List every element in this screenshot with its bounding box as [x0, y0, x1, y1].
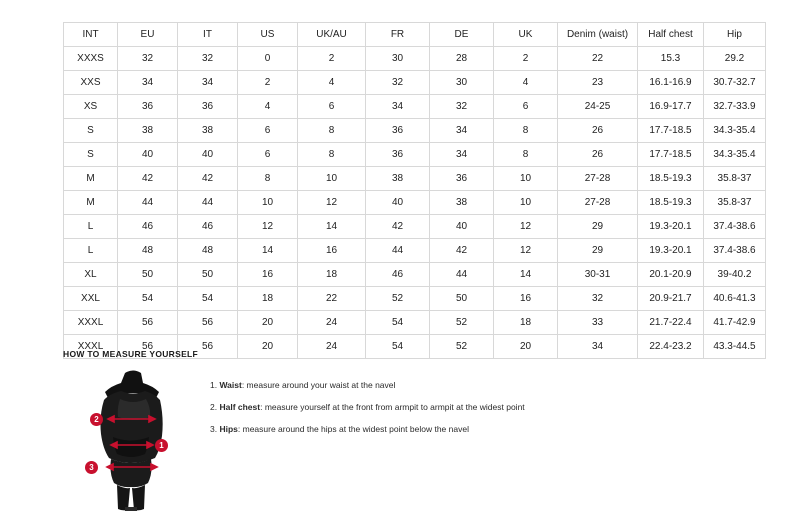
note-index: 1.	[210, 380, 218, 390]
cell-eu: 38	[118, 119, 178, 143]
cell-it: 32	[178, 47, 238, 71]
cell-denim-waist: 29	[558, 239, 638, 263]
measure-note-waist	[210, 379, 735, 391]
cell-half-chest: 20.1-20.9	[638, 263, 704, 287]
cell-hip: 40.6-41.3	[704, 287, 766, 311]
column-header-hip: Hip	[704, 23, 766, 47]
cell-hip: 43.3-44.5	[704, 335, 766, 359]
cell-de: 30	[430, 71, 494, 95]
cell-de: 40	[430, 215, 494, 239]
cell-us: 6	[238, 119, 298, 143]
cell-fr: 38	[366, 167, 430, 191]
cell-uk: 10	[494, 167, 558, 191]
cell-us: 20	[238, 335, 298, 359]
cell-uk: 8	[494, 119, 558, 143]
table-row	[64, 95, 766, 119]
cell-us: 14	[238, 239, 298, 263]
cell-us: 18	[238, 287, 298, 311]
cell-de: 44	[430, 263, 494, 287]
note-index: 2.	[210, 402, 218, 412]
cell-us: 20	[238, 311, 298, 335]
table-header-row	[64, 23, 766, 47]
cell-int: L	[64, 215, 118, 239]
cell-int: XXXL	[64, 311, 118, 335]
table-row	[64, 239, 766, 263]
cell-denim-waist: 23	[558, 71, 638, 95]
cell-de: 28	[430, 47, 494, 71]
cell-half-chest: 15.3	[638, 47, 704, 71]
table-row	[64, 119, 766, 143]
cell-int: XL	[64, 263, 118, 287]
cell-uk-au: 14	[298, 215, 366, 239]
cell-uk: 20	[494, 335, 558, 359]
column-header-fr: FR	[366, 23, 430, 47]
cell-denim-waist: 24-25	[558, 95, 638, 119]
cell-us: 12	[238, 215, 298, 239]
cell-eu: 44	[118, 191, 178, 215]
cell-de: 34	[430, 143, 494, 167]
cell-hip: 29.2	[704, 47, 766, 71]
table-row	[64, 143, 766, 167]
column-header-half-chest: Half chest	[638, 23, 704, 47]
badge-waist: 1	[155, 439, 168, 452]
cell-it: 56	[178, 335, 238, 359]
cell-eu: 48	[118, 239, 178, 263]
table-body	[64, 47, 766, 359]
cell-it: 50	[178, 263, 238, 287]
cell-uk: 12	[494, 239, 558, 263]
cell-uk-au: 2	[298, 47, 366, 71]
measure-note-half-chest	[210, 401, 735, 413]
cell-fr: 30	[366, 47, 430, 71]
note-term: Waist	[219, 380, 242, 390]
cell-de: 32	[430, 95, 494, 119]
cell-denim-waist: 22	[558, 47, 638, 71]
cell-de: 34	[430, 119, 494, 143]
column-header-uk: UK	[494, 23, 558, 47]
cell-eu: 32	[118, 47, 178, 71]
note-term: Hips	[219, 424, 238, 434]
column-header-eu: EU	[118, 23, 178, 47]
cell-uk: 12	[494, 215, 558, 239]
cell-uk-au: 24	[298, 335, 366, 359]
cell-denim-waist: 29	[558, 215, 638, 239]
cell-fr: 54	[366, 335, 430, 359]
table-row	[64, 215, 766, 239]
cell-uk-au: 8	[298, 143, 366, 167]
table-row	[64, 47, 766, 71]
size-chart-table	[63, 22, 766, 359]
cell-hip: 41.7-42.9	[704, 311, 766, 335]
cell-eu: 56	[118, 335, 178, 359]
cell-de: 36	[430, 167, 494, 191]
cell-uk-au: 4	[298, 71, 366, 95]
table-row	[64, 167, 766, 191]
cell-uk-au: 8	[298, 119, 366, 143]
cell-uk-au: 12	[298, 191, 366, 215]
cell-fr: 42	[366, 215, 430, 239]
cell-half-chest: 22.4-23.2	[638, 335, 704, 359]
cell-half-chest: 19.3-20.1	[638, 215, 704, 239]
table-row	[64, 191, 766, 215]
note-index: 3.	[210, 424, 218, 434]
cell-uk-au: 18	[298, 263, 366, 287]
measure-notes-list	[210, 379, 735, 445]
cell-uk: 8	[494, 143, 558, 167]
cell-half-chest: 17.7-18.5	[638, 143, 704, 167]
cell-de: 52	[430, 311, 494, 335]
cell-eu: 50	[118, 263, 178, 287]
cell-fr: 36	[366, 143, 430, 167]
badge-half-chest: 2	[90, 413, 103, 426]
cell-de: 42	[430, 239, 494, 263]
cell-int: L	[64, 239, 118, 263]
cell-int: M	[64, 191, 118, 215]
cell-denim-waist: 34	[558, 335, 638, 359]
cell-us: 0	[238, 47, 298, 71]
cell-denim-waist: 33	[558, 311, 638, 335]
cell-uk: 6	[494, 95, 558, 119]
cell-int: M	[64, 167, 118, 191]
cell-it: 44	[178, 191, 238, 215]
cell-eu: 54	[118, 287, 178, 311]
measure-note-hips	[210, 423, 735, 435]
table-row	[64, 311, 766, 335]
cell-de: 38	[430, 191, 494, 215]
table-row	[64, 71, 766, 95]
cell-us: 2	[238, 71, 298, 95]
cell-uk: 14	[494, 263, 558, 287]
cell-half-chest: 19.3-20.1	[638, 239, 704, 263]
cell-it: 40	[178, 143, 238, 167]
cell-denim-waist: 27-28	[558, 191, 638, 215]
cell-denim-waist: 26	[558, 143, 638, 167]
mannequin-illustration-icon	[63, 367, 198, 512]
cell-uk-au: 6	[298, 95, 366, 119]
cell-uk: 16	[494, 287, 558, 311]
how-to-measure-section	[63, 349, 735, 512]
size-chart-container	[63, 22, 756, 359]
cell-us: 16	[238, 263, 298, 287]
note-text: : measure around your waist at the navel	[241, 380, 396, 390]
cell-int: XXXL	[64, 335, 118, 359]
cell-half-chest: 18.5-19.3	[638, 191, 704, 215]
cell-int: XXS	[64, 71, 118, 95]
cell-uk: 18	[494, 311, 558, 335]
cell-fr: 32	[366, 71, 430, 95]
cell-eu: 42	[118, 167, 178, 191]
table-row	[64, 263, 766, 287]
cell-uk: 4	[494, 71, 558, 95]
cell-half-chest: 17.7-18.5	[638, 119, 704, 143]
badge-hips: 3	[85, 461, 98, 474]
cell-int: XS	[64, 95, 118, 119]
cell-int: XXL	[64, 287, 118, 311]
cell-fr: 36	[366, 119, 430, 143]
cell-it: 54	[178, 287, 238, 311]
cell-int: S	[64, 119, 118, 143]
cell-fr: 40	[366, 191, 430, 215]
column-header-us: US	[238, 23, 298, 47]
column-header-int: INT	[64, 23, 118, 47]
cell-fr: 46	[366, 263, 430, 287]
note-term: Half chest	[219, 402, 261, 412]
cell-denim-waist: 30-31	[558, 263, 638, 287]
how-to-measure-body	[63, 367, 735, 512]
cell-hip: 30.7-32.7	[704, 71, 766, 95]
cell-hip: 37.4-38.6	[704, 215, 766, 239]
how-to-measure-title: HOW TO MEASURE YOURSELF	[63, 349, 199, 359]
cell-it: 48	[178, 239, 238, 263]
cell-de: 52	[430, 335, 494, 359]
cell-uk-au: 16	[298, 239, 366, 263]
cell-fr: 52	[366, 287, 430, 311]
cell-fr: 54	[366, 311, 430, 335]
cell-int: XXXS	[64, 47, 118, 71]
cell-hip: 37.4-38.6	[704, 239, 766, 263]
cell-us: 8	[238, 167, 298, 191]
note-text: : measure yourself at the front from armpit to armpit at the widest point	[260, 402, 525, 412]
cell-us: 4	[238, 95, 298, 119]
cell-hip: 34.3-35.4	[704, 143, 766, 167]
cell-eu: 34	[118, 71, 178, 95]
cell-eu: 40	[118, 143, 178, 167]
mannequin-figure	[63, 367, 198, 512]
cell-hip: 35.8-37	[704, 167, 766, 191]
cell-it: 42	[178, 167, 238, 191]
cell-uk: 10	[494, 191, 558, 215]
cell-denim-waist: 32	[558, 287, 638, 311]
cell-it: 34	[178, 71, 238, 95]
cell-it: 56	[178, 311, 238, 335]
cell-eu: 36	[118, 95, 178, 119]
cell-hip: 35.8-37	[704, 191, 766, 215]
cell-hip: 34.3-35.4	[704, 119, 766, 143]
cell-us: 6	[238, 143, 298, 167]
cell-half-chest: 16.1-16.9	[638, 71, 704, 95]
column-header-de: DE	[430, 23, 494, 47]
column-header-denim-waist: Denim (waist)	[558, 23, 638, 47]
cell-hip: 32.7-33.9	[704, 95, 766, 119]
table-row	[64, 287, 766, 311]
cell-it: 36	[178, 95, 238, 119]
cell-denim-waist: 26	[558, 119, 638, 143]
cell-de: 50	[430, 287, 494, 311]
cell-hip: 39-40.2	[704, 263, 766, 287]
column-header-it: IT	[178, 23, 238, 47]
cell-us: 10	[238, 191, 298, 215]
cell-eu: 46	[118, 215, 178, 239]
cell-int: S	[64, 143, 118, 167]
cell-fr: 34	[366, 95, 430, 119]
cell-denim-waist: 27-28	[558, 167, 638, 191]
cell-uk: 2	[494, 47, 558, 71]
cell-eu: 56	[118, 311, 178, 335]
cell-it: 38	[178, 119, 238, 143]
cell-uk-au: 22	[298, 287, 366, 311]
cell-it: 46	[178, 215, 238, 239]
cell-uk-au: 24	[298, 311, 366, 335]
cell-uk-au: 10	[298, 167, 366, 191]
cell-half-chest: 18.5-19.3	[638, 167, 704, 191]
cell-half-chest: 16.9-17.7	[638, 95, 704, 119]
cell-fr: 44	[366, 239, 430, 263]
cell-half-chest: 20.9-21.7	[638, 287, 704, 311]
column-header-uk-au: UK/AU	[298, 23, 366, 47]
cell-half-chest: 21.7-22.4	[638, 311, 704, 335]
note-text: : measure around the hips at the widest point below the navel	[237, 424, 469, 434]
